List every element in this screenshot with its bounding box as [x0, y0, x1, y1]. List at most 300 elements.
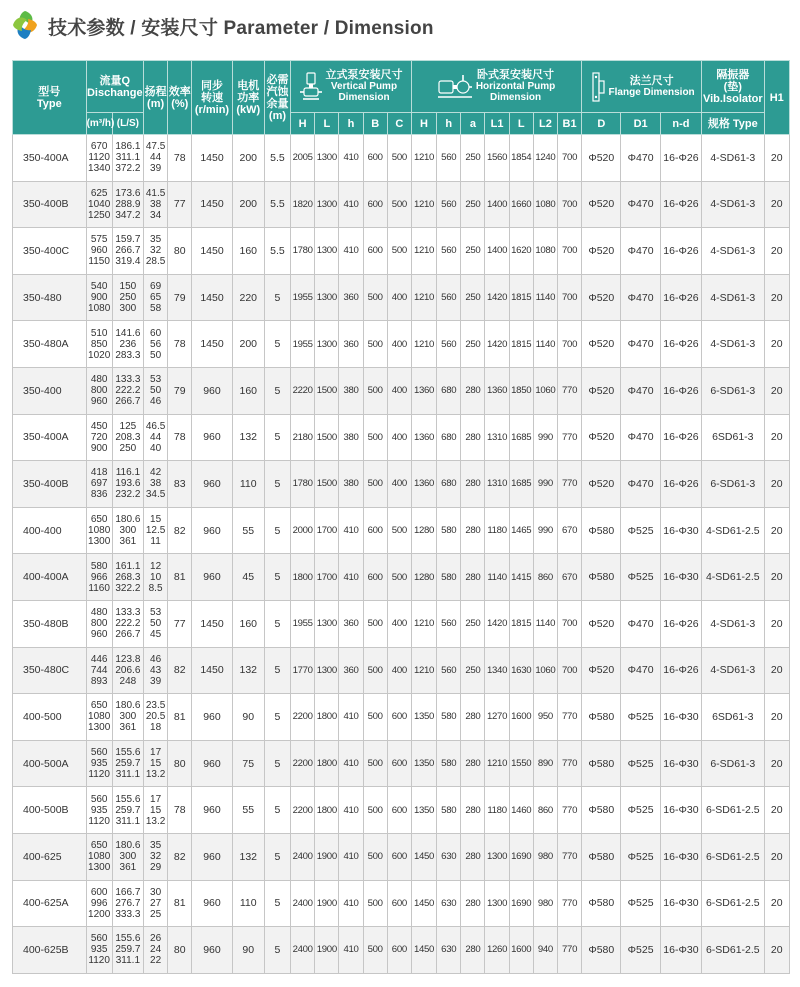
horizontal-a-cell: 280 — [461, 414, 485, 461]
vertical-B-cell: 600 — [363, 554, 387, 601]
horizontal-L2-cell: 1080 — [533, 181, 557, 228]
vertical-H-cell: 2400 — [291, 927, 315, 974]
flange-D1-cell: Φ470 — [621, 367, 660, 414]
horizontal-L-cell: 1630 — [509, 647, 533, 694]
vertical-H-cell: 1770 — [291, 647, 315, 694]
header-h1: H1 — [764, 61, 789, 135]
horizontal-B1-cell: 670 — [557, 554, 581, 601]
flow-ls-cell: 180.6 300 361 — [112, 507, 143, 554]
horizontal-h-cell: 680 — [437, 414, 461, 461]
vertical-H-cell: 1955 — [291, 274, 315, 321]
table-row — [13, 367, 790, 414]
vertical-L-cell: 1500 — [315, 414, 339, 461]
horizontal-B1-cell: 700 — [557, 600, 581, 647]
flow-ls-cell: 155.6 259.7 311.1 — [112, 740, 143, 787]
vertical-L-cell: 1500 — [315, 367, 339, 414]
horizontal-B1-cell: 770 — [557, 414, 581, 461]
table-row — [13, 600, 790, 647]
vertical-B-cell: 500 — [363, 461, 387, 508]
spec-table-body — [13, 135, 790, 974]
horizontal-a-cell: 250 — [461, 321, 485, 368]
efficiency-cell: 81 — [168, 554, 192, 601]
horizontal-H-cell: 1210 — [411, 647, 436, 694]
header-h-L: L — [509, 113, 533, 135]
flange-nd-cell: 16-Φ26 — [660, 647, 701, 694]
horizontal-L-cell: 1815 — [509, 321, 533, 368]
flange-icon — [589, 72, 605, 102]
horizontal-a-cell: 280 — [461, 367, 485, 414]
flow-ls-cell: 180.6 300 361 — [112, 694, 143, 741]
vertical-L-cell: 1700 — [315, 507, 339, 554]
horizontal-L2-cell: 1240 — [533, 135, 557, 182]
efficiency-cell: 79 — [168, 274, 192, 321]
horizontal-H-cell: 1210 — [411, 228, 436, 275]
horizontal-L1-cell: 1210 — [485, 740, 509, 787]
flow-m3h-cell: 450 720 900 — [86, 414, 112, 461]
header-h-H: H — [411, 113, 436, 135]
flow-m3h-cell: 600 996 1200 — [86, 880, 112, 927]
vertical-h-cell: 410 — [339, 135, 363, 182]
flow-m3h-cell: 446 744 893 — [86, 647, 112, 694]
isolator-type-cell: 4-SD61-2.5 — [702, 507, 764, 554]
horizontal-H-cell: 1210 — [411, 321, 436, 368]
h1-cell: 20 — [764, 228, 789, 275]
npsh-cell: 5 — [264, 880, 290, 927]
speed-cell: 960 — [192, 833, 232, 880]
flange-nd-cell: 16-Φ30 — [660, 554, 701, 601]
vertical-C-cell: 400 — [387, 647, 411, 694]
vertical-B-cell: 500 — [363, 600, 387, 647]
horizontal-L2-cell: 860 — [533, 787, 557, 834]
efficiency-cell: 81 — [168, 880, 192, 927]
npsh-cell: 5 — [264, 600, 290, 647]
horizontal-B1-cell: 770 — [557, 880, 581, 927]
flange-D-cell: Φ580 — [582, 554, 621, 601]
head-cell: 53 50 45 — [144, 600, 168, 647]
flange-nd-cell: 16-Φ30 — [660, 507, 701, 554]
horizontal-L-cell: 1460 — [509, 787, 533, 834]
flange-nd-cell: 16-Φ26 — [660, 181, 701, 228]
flow-m3h-cell: 480 800 960 — [86, 367, 112, 414]
flange-nd-cell: 16-Φ30 — [660, 833, 701, 880]
horizontal-H-cell: 1450 — [411, 880, 436, 927]
page-title: 技术参数 / 安装尺寸 Parameter / Dimension — [48, 18, 434, 39]
flange-nd-cell: 16-Φ26 — [660, 414, 701, 461]
flow-m3h-cell: 575 960 1150 — [86, 228, 112, 275]
npsh-cell: 5 — [264, 787, 290, 834]
horizontal-h-cell: 560 — [437, 600, 461, 647]
vertical-C-cell: 400 — [387, 414, 411, 461]
horizontal-L2-cell: 1060 — [533, 647, 557, 694]
horizontal-B1-cell: 770 — [557, 694, 581, 741]
vertical-C-cell: 400 — [387, 321, 411, 368]
vertical-L-cell: 1300 — [315, 135, 339, 182]
flange-D1-cell: Φ470 — [621, 274, 660, 321]
npsh-cell: 5 — [264, 740, 290, 787]
head-cell: 42 38 34.5 — [144, 461, 168, 508]
vertical-B-cell: 600 — [363, 228, 387, 275]
flow-m3h-cell: 580 966 1160 — [86, 554, 112, 601]
speed-cell: 960 — [192, 367, 232, 414]
horizontal-L-cell: 1600 — [509, 927, 533, 974]
head-cell: 12 10 8.5 — [144, 554, 168, 601]
horizontal-h-cell: 580 — [437, 554, 461, 601]
vertical-H-cell: 1955 — [291, 321, 315, 368]
horizontal-h-cell: 560 — [437, 321, 461, 368]
table-row — [13, 507, 790, 554]
horizontal-h-cell: 680 — [437, 367, 461, 414]
horizontal-L1-cell: 1140 — [485, 554, 509, 601]
h1-cell: 20 — [764, 554, 789, 601]
horizontal-H-cell: 1280 — [411, 507, 436, 554]
vertical-C-cell: 400 — [387, 461, 411, 508]
horizontal-H-cell: 1360 — [411, 414, 436, 461]
header-v-h: h — [339, 113, 363, 135]
horizontal-L-cell: 1815 — [509, 274, 533, 321]
vertical-C-cell: 600 — [387, 880, 411, 927]
table-row — [13, 880, 790, 927]
vertical-H-cell: 1955 — [291, 600, 315, 647]
horizontal-L-cell: 1550 — [509, 740, 533, 787]
table-row — [13, 694, 790, 741]
horizontal-L2-cell: 1140 — [533, 600, 557, 647]
horizontal-h-cell: 560 — [437, 181, 461, 228]
flange-nd-cell: 16-Φ30 — [660, 694, 701, 741]
horizontal-a-cell: 280 — [461, 787, 485, 834]
horizontal-a-cell: 280 — [461, 554, 485, 601]
model-cell: 400-400A — [13, 554, 87, 601]
horizontal-L1-cell: 1340 — [485, 647, 509, 694]
npsh-cell: 5.5 — [264, 228, 290, 275]
horizontal-h-cell: 630 — [437, 833, 461, 880]
speed-cell: 960 — [192, 461, 232, 508]
model-cell: 400-625A — [13, 880, 87, 927]
model-cell: 350-400B — [13, 181, 87, 228]
flange-D-cell: Φ520 — [582, 274, 621, 321]
horizontal-B1-cell: 770 — [557, 740, 581, 787]
header-flow-ls: (L/S) — [112, 113, 143, 135]
vertical-H-cell: 2200 — [291, 740, 315, 787]
vertical-B-cell: 500 — [363, 694, 387, 741]
speed-cell: 1450 — [192, 600, 232, 647]
model-cell: 400-400 — [13, 507, 87, 554]
flange-D1-cell: Φ470 — [621, 181, 660, 228]
horizontal-a-cell: 280 — [461, 927, 485, 974]
vertical-H-cell: 1820 — [291, 181, 315, 228]
flange-D-cell: Φ580 — [582, 787, 621, 834]
vertical-H-cell: 1780 — [291, 461, 315, 508]
speed-cell: 1450 — [192, 181, 232, 228]
flow-ls-cell: 161.1 268.3 322.2 — [112, 554, 143, 601]
npsh-cell: 5 — [264, 321, 290, 368]
header-model: 型号 Type — [13, 61, 87, 135]
horizontal-B1-cell: 770 — [557, 927, 581, 974]
h1-cell: 20 — [764, 600, 789, 647]
horizontal-H-cell: 1210 — [411, 181, 436, 228]
flange-D-cell: Φ520 — [582, 135, 621, 182]
head-cell: 15 12.5 11 — [144, 507, 168, 554]
flange-D1-cell: Φ525 — [621, 880, 660, 927]
flow-ls-cell: 173.6 288.9 347.2 — [112, 181, 143, 228]
flange-D-cell: Φ580 — [582, 833, 621, 880]
isolator-type-cell: 4-SD61-3 — [702, 600, 764, 647]
efficiency-cell: 77 — [168, 181, 192, 228]
vertical-h-cell: 410 — [339, 554, 363, 601]
vertical-L-cell: 1500 — [315, 461, 339, 508]
vertical-C-cell: 500 — [387, 554, 411, 601]
efficiency-cell: 83 — [168, 461, 192, 508]
horizontal-a-cell: 250 — [461, 600, 485, 647]
horizontal-H-cell: 1360 — [411, 461, 436, 508]
table-row — [13, 461, 790, 508]
horizontal-L-cell: 1685 — [509, 414, 533, 461]
flange-nd-cell: 16-Φ26 — [660, 228, 701, 275]
horizontal-B1-cell: 670 — [557, 507, 581, 554]
vertical-h-cell: 410 — [339, 787, 363, 834]
vertical-H-cell: 2200 — [291, 787, 315, 834]
flange-D1-cell: Φ470 — [621, 321, 660, 368]
horizontal-B1-cell: 700 — [557, 135, 581, 182]
header-flow: 流量Q Dischange — [86, 61, 143, 113]
horizontal-h-cell: 560 — [437, 274, 461, 321]
flange-D1-cell: Φ525 — [621, 554, 660, 601]
vertical-B-cell: 500 — [363, 647, 387, 694]
table-row — [13, 414, 790, 461]
model-cell: 350-480 — [13, 274, 87, 321]
horizontal-L-cell: 1854 — [509, 135, 533, 182]
horizontal-h-cell: 580 — [437, 694, 461, 741]
vertical-L-cell: 1300 — [315, 600, 339, 647]
header-f-D: D — [582, 113, 621, 135]
horizontal-L1-cell: 1420 — [485, 274, 509, 321]
power-cell: 132 — [232, 833, 264, 880]
header-v-L: L — [315, 113, 339, 135]
efficiency-cell: 81 — [168, 694, 192, 741]
model-cell: 350-400A — [13, 414, 87, 461]
isolator-type-cell: 6SD61-3 — [702, 694, 764, 741]
vertical-B-cell: 600 — [363, 507, 387, 554]
vertical-L-cell: 1900 — [315, 833, 339, 880]
table-row — [13, 833, 790, 880]
horizontal-H-cell: 1450 — [411, 833, 436, 880]
horizontal-h-cell: 560 — [437, 647, 461, 694]
flange-D-cell: Φ520 — [582, 461, 621, 508]
flow-m3h-cell: 650 1080 1300 — [86, 507, 112, 554]
head-cell: 30 27 25 — [144, 880, 168, 927]
vertical-C-cell: 600 — [387, 927, 411, 974]
horizontal-L1-cell: 1420 — [485, 321, 509, 368]
head-cell: 41.5 38 34 — [144, 181, 168, 228]
horizontal-h-cell: 580 — [437, 507, 461, 554]
vertical-H-cell: 1780 — [291, 228, 315, 275]
speed-cell: 960 — [192, 554, 232, 601]
vertical-C-cell: 600 — [387, 787, 411, 834]
flange-D1-cell: Φ525 — [621, 507, 660, 554]
horizontal-a-cell: 250 — [461, 647, 485, 694]
power-cell: 45 — [232, 554, 264, 601]
table-row — [13, 554, 790, 601]
vertical-h-cell: 410 — [339, 740, 363, 787]
flow-m3h-cell: 540 900 1080 — [86, 274, 112, 321]
horizontal-L1-cell: 1270 — [485, 694, 509, 741]
vertical-C-cell: 400 — [387, 600, 411, 647]
header-h-h: h — [437, 113, 461, 135]
power-cell: 132 — [232, 414, 264, 461]
power-cell: 110 — [232, 461, 264, 508]
horizontal-L2-cell: 990 — [533, 461, 557, 508]
flow-ls-cell: 155.6 259.7 311.1 — [112, 787, 143, 834]
flow-ls-cell: 150 250 300 — [112, 274, 143, 321]
flow-ls-cell: 166.7 276.7 333.3 — [112, 880, 143, 927]
isolator-type-cell: 4-SD61-3 — [702, 647, 764, 694]
efficiency-cell: 82 — [168, 507, 192, 554]
horizontal-h-cell: 630 — [437, 880, 461, 927]
efficiency-cell: 78 — [168, 135, 192, 182]
vertical-B-cell: 500 — [363, 414, 387, 461]
model-cell: 400-500A — [13, 740, 87, 787]
model-cell: 400-500 — [13, 694, 87, 741]
head-cell: 17 15 13.2 — [144, 740, 168, 787]
vertical-B-cell: 500 — [363, 740, 387, 787]
isolator-type-cell: 4-SD61-3 — [702, 181, 764, 228]
spec-table — [12, 60, 790, 974]
horizontal-L-cell: 1620 — [509, 228, 533, 275]
power-cell: 160 — [232, 600, 264, 647]
npsh-cell: 5.5 — [264, 135, 290, 182]
title-bar — [0, 0, 800, 52]
head-cell: 35 32 28.5 — [144, 228, 168, 275]
head-cell: 53 50 46 — [144, 367, 168, 414]
horizontal-L2-cell: 1060 — [533, 367, 557, 414]
power-cell: 90 — [232, 927, 264, 974]
table-row — [13, 321, 790, 368]
horizontal-L2-cell: 1080 — [533, 228, 557, 275]
flange-nd-cell: 16-Φ26 — [660, 321, 701, 368]
npsh-cell: 5 — [264, 414, 290, 461]
horizontal-a-cell: 280 — [461, 507, 485, 554]
vertical-L-cell: 1300 — [315, 181, 339, 228]
horizontal-a-cell: 250 — [461, 181, 485, 228]
h1-cell: 20 — [764, 647, 789, 694]
vertical-L-cell: 1300 — [315, 274, 339, 321]
flange-D1-cell: Φ470 — [621, 135, 660, 182]
h1-cell: 20 — [764, 927, 789, 974]
flange-nd-cell: 16-Φ30 — [660, 880, 701, 927]
model-cell: 350-400 — [13, 367, 87, 414]
horizontal-L-cell: 1685 — [509, 461, 533, 508]
efficiency-cell: 79 — [168, 367, 192, 414]
horizontal-L1-cell: 1560 — [485, 135, 509, 182]
flange-D-cell: Φ520 — [582, 367, 621, 414]
horizontal-L2-cell: 950 — [533, 694, 557, 741]
horizontal-L2-cell: 980 — [533, 880, 557, 927]
vertical-H-cell: 1800 — [291, 554, 315, 601]
flange-D1-cell: Φ470 — [621, 647, 660, 694]
model-cell: 400-500B — [13, 787, 87, 834]
flange-D1-cell: Φ525 — [621, 833, 660, 880]
model-cell: 350-480B — [13, 600, 87, 647]
isolator-type-cell: 6-SD61-2.5 — [702, 787, 764, 834]
h1-cell: 20 — [764, 880, 789, 927]
speed-cell: 1450 — [192, 647, 232, 694]
head-cell: 26 24 22 — [144, 927, 168, 974]
table-row — [13, 647, 790, 694]
isolator-type-cell: 6-SD61-3 — [702, 367, 764, 414]
flow-m3h-cell: 560 935 1120 — [86, 740, 112, 787]
header-head: 扬程 (m) — [144, 61, 168, 135]
table-row — [13, 274, 790, 321]
horizontal-h-cell: 560 — [437, 135, 461, 182]
vertical-H-cell: 2200 — [291, 694, 315, 741]
horizontal-B1-cell: 770 — [557, 367, 581, 414]
flange-D-cell: Φ520 — [582, 321, 621, 368]
horizontal-L1-cell: 1420 — [485, 600, 509, 647]
vertical-h-cell: 410 — [339, 694, 363, 741]
flow-ls-cell: 133.3 222.2 266.7 — [112, 367, 143, 414]
npsh-cell: 5 — [264, 461, 290, 508]
isolator-type-cell: 6-SD61-2.5 — [702, 880, 764, 927]
horizontal-L2-cell: 940 — [533, 927, 557, 974]
flange-D-cell: Φ580 — [582, 880, 621, 927]
power-cell: 55 — [232, 787, 264, 834]
vertical-L-cell: 1700 — [315, 554, 339, 601]
table-row — [13, 181, 790, 228]
power-cell: 110 — [232, 880, 264, 927]
horizontal-L2-cell: 890 — [533, 740, 557, 787]
horizontal-L-cell: 1850 — [509, 367, 533, 414]
isolator-type-cell: 4-SD61-2.5 — [702, 554, 764, 601]
flange-D1-cell: Φ525 — [621, 740, 660, 787]
model-cell: 350-480A — [13, 321, 87, 368]
npsh-cell: 5 — [264, 833, 290, 880]
flange-nd-cell: 16-Φ26 — [660, 461, 701, 508]
npsh-cell: 5 — [264, 274, 290, 321]
horizontal-L-cell: 1415 — [509, 554, 533, 601]
horizontal-L-cell: 1600 — [509, 694, 533, 741]
horizontal-h-cell: 630 — [437, 927, 461, 974]
vertical-L-cell: 1800 — [315, 787, 339, 834]
flow-m3h-cell: 650 1080 1300 — [86, 833, 112, 880]
power-cell: 220 — [232, 274, 264, 321]
model-cell: 350-400B — [13, 461, 87, 508]
horizontal-L2-cell: 990 — [533, 414, 557, 461]
h1-cell: 20 — [764, 787, 789, 834]
isolator-type-cell: 4-SD61-3 — [702, 274, 764, 321]
flow-ls-cell: 159.7 266.7 319.4 — [112, 228, 143, 275]
efficiency-cell: 78 — [168, 414, 192, 461]
vertical-h-cell: 360 — [339, 600, 363, 647]
horizontal-H-cell: 1210 — [411, 600, 436, 647]
vertical-B-cell: 600 — [363, 135, 387, 182]
horizontal-a-cell: 280 — [461, 461, 485, 508]
vertical-L-cell: 1800 — [315, 694, 339, 741]
flow-ls-cell: 133.3 222.2 266.7 — [112, 600, 143, 647]
header-isolator-type: 规格 Type — [702, 113, 764, 135]
header-horizontal-dim: 卧式泵安装尺寸 Horizontal Pump Dimension — [411, 61, 581, 113]
flow-ls-cell: 123.8 206.6 248 — [112, 647, 143, 694]
isolator-type-cell: 6-SD61-2.5 — [702, 927, 764, 974]
flange-D-cell: Φ520 — [582, 228, 621, 275]
flow-ls-cell: 141.6 236 283.3 — [112, 321, 143, 368]
power-cell: 160 — [232, 367, 264, 414]
horizontal-L1-cell: 1180 — [485, 507, 509, 554]
power-cell: 55 — [232, 507, 264, 554]
speed-cell: 960 — [192, 880, 232, 927]
isolator-type-cell: 4-SD61-3 — [702, 135, 764, 182]
vertical-B-cell: 500 — [363, 274, 387, 321]
horizontal-H-cell: 1350 — [411, 740, 436, 787]
header-vertical-dim: 立式泵安装尺寸 Vertical Pump Dimension — [291, 61, 412, 113]
